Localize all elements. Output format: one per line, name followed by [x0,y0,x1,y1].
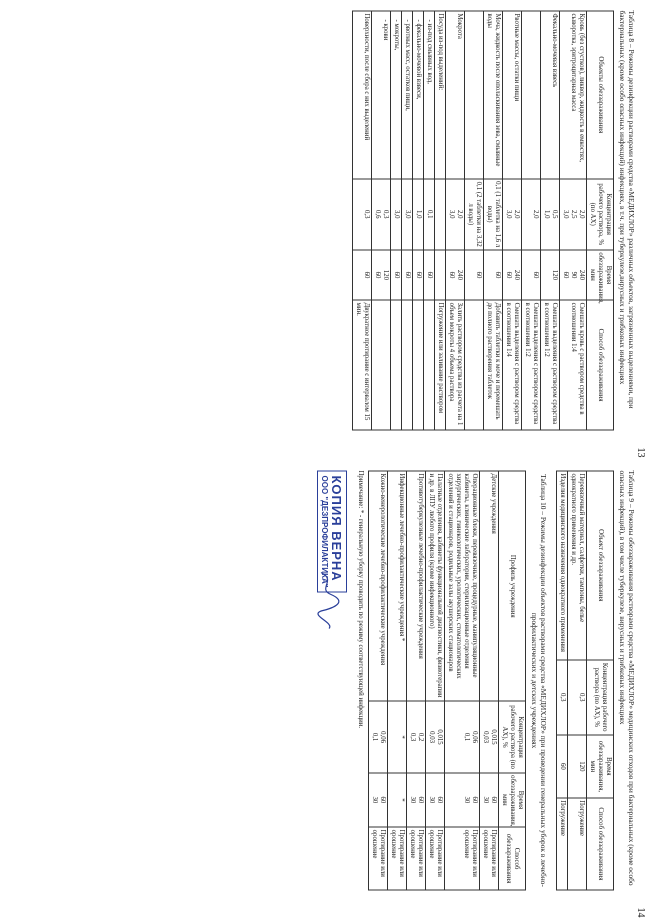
time-cell: 60 [391,250,402,300]
table-row [402,11,413,430]
table-row [465,11,484,430]
concentration-cell: 0,06 0,1 [369,701,388,772]
footnote: Примечание: * - генеральную уборку проводить по режиму соответствующей инфекции. [357,470,364,728]
concentration-cell: 0,3 0,6 [372,179,391,250]
concentration-cell: 0,1 (2 таблетки на 3,32 л воды) [465,179,484,250]
method-cell: Залить раствором средства из расчета на 1 объем мокроты 4 объема раствора [446,300,465,430]
object-cell: - мокроты, [391,11,402,179]
table-caption-9: Таблица 9 – Режимы обеззараживания растворами средства «МЕДИХЛОР» медицинских отходов при бактериальных (кроме особо опасных инфекций), в том числе туберкулезе, вирусных и грибковых инфекциях [618,470,636,886]
object-cell: Кровь (без сгустков), ликвор, жидкость в емкостях, сыворотка, эритроцитарная масса [560,11,587,179]
disinfection-table-8 [352,11,614,431]
time-cell: 60 30 [407,772,426,826]
rotated-content [0,462,650,917]
object-cell [522,11,541,179]
object-cell: Фекально-мочевая взвесь [541,11,560,179]
object-cell: Кожно-венерологические лечебно-профилактические учреждения [369,471,388,701]
cleaning-table-10 [368,470,526,890]
time-cell: 60 [557,734,568,797]
concentration-cell: 2,0 3,0 [446,179,465,250]
time-cell: 60 30 [480,772,499,826]
header-concentration: Концентрация рабочего раствора (по АХ), % [587,659,614,734]
table-row [568,471,587,890]
object-cell: Мокрота [446,11,465,179]
header-objects: Объекты обеззараживания [587,11,614,179]
concentration-cell: * [388,701,407,772]
table-row [388,471,407,890]
method-cell: Двукратное протирание с интервалом 15 мин. [353,300,372,430]
object-cell: - фекально-мочевой взвеси, [413,11,424,179]
method-cell: Добавить таблетки к моче и перемешать до полного растворения таблеток [484,300,503,430]
concentration-cell: 0,5 1,0 [541,179,560,250]
page-number: 13 [635,447,646,458]
concentration-cell: 0,3 [353,179,372,250]
method-cell: Погружение или заливание раствором [435,300,446,430]
header-concentration: Концентрация рабочего раствора, % (по АХ) [587,179,614,250]
header-objects: Объект обеззараживания [587,471,614,660]
concentration-cell: 0,015 0,03 [426,701,445,772]
time-cell: 60 [353,250,372,300]
method-cell: Погружение [557,797,568,889]
table-row [413,11,424,430]
method-cell: Протирание или орошение [445,827,480,890]
concentration-cell: 0,06 0,1 [445,701,480,772]
table-row [353,11,372,430]
method-cell: Протирание или орошение [480,827,499,890]
concentration-cell: 0,1 [424,179,435,250]
table-row [560,11,587,430]
object-cell: Посуда из-под выделений: [435,11,446,179]
concentration-cell: 1,0 [413,179,424,250]
object-cell: Детские учреждения [480,471,499,701]
concentration-cell: 2,0 3,0 [503,179,522,250]
table-row [426,471,445,890]
method-cell [391,300,402,430]
stamp-org: ООО "ДЕЗПРОФИЛАКТИКА" [319,475,329,588]
time-cell [435,250,446,300]
time-cell: 60 30 [445,772,480,826]
time-cell: 60 [465,250,484,300]
method-cell: Погружение [568,797,587,889]
table-caption: Таблица 8 – Режимы дезинфекции растворами средства «МЕДИХЛОР» различных объектов, загрязненных выделениями, при бактериальных (кроме особо опасных инфекций) инфекциях, в т.ч. при туберкулезе,вирусных и грибковых инфекциях [618,10,636,409]
waste-table-9 [556,470,614,890]
table-row [484,11,503,430]
table-row [557,471,568,890]
method-cell: Смешать выделения с раствором средства в соотношении 1:2 [522,300,541,430]
object-cell [465,11,484,179]
method-cell [424,300,435,430]
header-method: Способ обеззараживания [499,827,526,890]
object-cell: Поверхности, после сбора с них выделений [353,11,372,179]
time-cell: 60 [402,250,413,300]
method-cell [465,300,484,430]
object-cell: Моча, жидкость после ополаскивания зева, смывные воды [484,11,503,179]
method-cell [402,300,413,430]
table-row [541,11,560,430]
header-time: Время обеззараживания, мин [499,772,526,826]
table-caption-10: Таблица 10 – Режимы дезинфекции объектов растворами средства «МЕДИХЛОР» при проведении генеральных уборок в лечебно-профилактических и детских учреждениях [530,473,548,887]
concentration-cell: 2,0 [522,179,541,250]
object-cell: Изделия медицинского назначения однократного применения [557,471,568,660]
time-cell: 60 [484,250,503,300]
method-cell [413,300,424,430]
method-cell: Смешать кровь с раствором средства в соотношении 1:4 [560,300,587,430]
table-row [391,11,402,430]
header-method: Способ обеззараживания [587,797,614,889]
rotated-content [0,3,650,458]
method-cell [372,300,391,430]
concentration-cell: 3,0 [402,179,413,250]
table-row [407,471,426,890]
signature-icon [315,570,341,630]
time-cell: 240 60 [503,250,522,300]
method-cell: Смешать выделения с раствором средства в соотношении 1:2 [541,300,560,430]
object-cell: - крови [372,11,391,179]
table-row [522,11,541,430]
header-method: Способ обеззараживания [587,300,614,430]
header-concentration: Концентрация рабочего раствора (по АХ), % [499,701,526,772]
concentration-cell: 0,3 [557,659,568,734]
method-cell: Протирание или орошение [369,827,388,890]
table-row [446,11,465,430]
concentration-cell: 0,3 [568,659,587,734]
table-header-row [587,11,614,430]
page-number: 14 [635,907,646,917]
concentration-cell: 0,2 0,3 [407,701,426,772]
method-cell: Протирание или орошение [388,827,407,890]
stamp-title: КОПИЯ ВЕРНА [328,475,344,582]
time-cell: 120 [568,734,587,797]
table-header-row [499,471,526,890]
table-row [372,11,391,430]
table-row [503,11,522,430]
time-cell: 60 [424,250,435,300]
concentration-cell: 0,015 0,03 [480,701,499,772]
time-cell: 60 [522,250,541,300]
time-cell: 120 60 [372,250,391,300]
table-header-row [587,471,614,890]
object-cell: Операционные блоки, перевязочные, процедурные, манипуляционные кабинеты, клинические лаборатории, стерилизационные отделения хирургических, гинекологических, урологических, стоматологических отделений и стационаров, родильные залы акушерских стационаров [445,471,480,701]
header-profile: Профиль учреждения [499,471,526,701]
header-time: Время обеззараживания, мин [587,250,614,300]
table-row [424,11,435,430]
time-cell: 60 30 [369,772,388,826]
table-row [369,471,388,890]
method-cell: Смешать выделения с раствором средства в соотношении 1:4 [503,300,522,430]
table-row [435,11,446,430]
time-cell: 60 [413,250,424,300]
header-time: Время обеззараживания, мин [587,734,614,797]
table-row [445,471,480,890]
concentration-cell: 2,0 2,5 3,0 [560,179,587,250]
time-cell: 120 [541,250,560,300]
time-cell: 240 60 [446,250,465,300]
time-cell: * [388,772,407,826]
object-cell: Перевязочный материал, салфетки, тампоны, белье однократного применения и др. [568,471,587,660]
object-cell: - рвотных масс, остатков пищи, [402,11,413,179]
object-cell: Палатные отделения, кабинеты функциональной диагностики, физиотерапии и др. в ЛПУ любого профиля (кроме инфекционного) [426,471,445,701]
object-cell: - из-под смывных вод, [424,11,435,179]
object-cell: Рвотные массы, остатки пищи [503,11,522,179]
method-cell: Протирание или орошение [426,827,445,890]
concentration-cell: 3,0 [391,179,402,250]
method-cell: Протирание или орошение [407,827,426,890]
document-page-14 [0,460,650,919]
time-cell: 240 90 60 [560,250,587,300]
concentration-cell: 0,1 (1 таблетка на 1,6 л воды) [484,179,503,250]
time-cell: 60 30 [426,772,445,826]
object-cell: Инфекционные лечебно-профилактические учреждения * [388,471,407,701]
concentration-cell [435,179,446,250]
object-cell: Противотуберкулезные лечебно-профилактические учреждения [407,471,426,701]
table-row [480,471,499,890]
